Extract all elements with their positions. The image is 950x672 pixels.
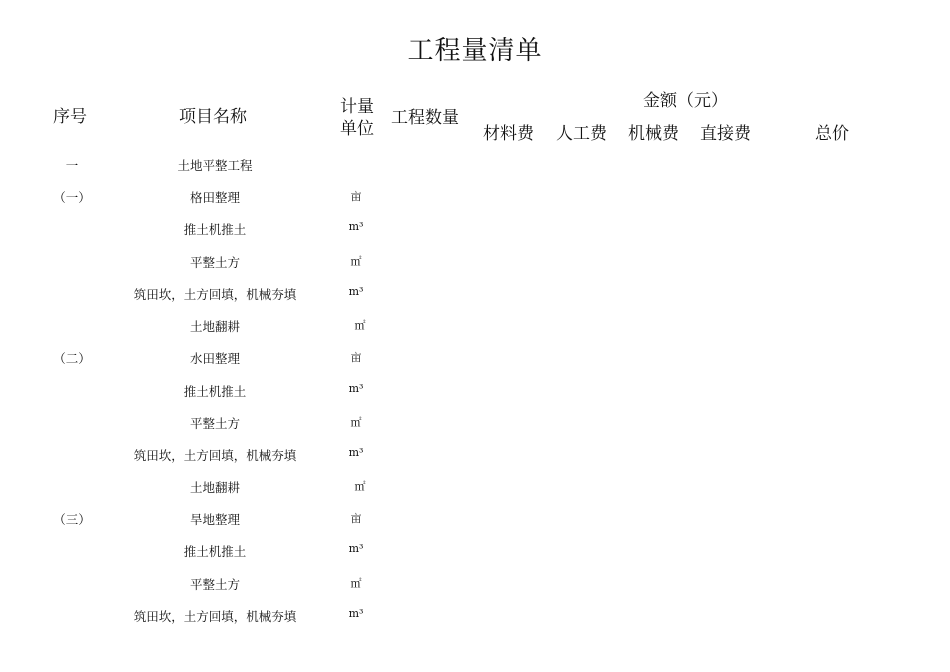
header-machinery: 机械费: [628, 124, 679, 144]
row-unit: 亩: [350, 512, 362, 525]
row-name: 旱地整理: [189, 512, 240, 527]
table-row: [0, 220, 950, 240]
row-name: 格田整理: [189, 190, 240, 205]
row-seq: （一）: [53, 190, 91, 205]
table-row: [0, 349, 950, 369]
row-unit: 亩: [350, 351, 362, 364]
row-seq: （三）: [53, 512, 91, 527]
header-quantity: 工程数量: [391, 108, 459, 128]
header-amount-group: 金额（元）: [643, 91, 728, 111]
row-unit: ㎡: [350, 577, 362, 590]
header-total: 总价: [815, 124, 849, 144]
row-name: 水田整理: [189, 351, 240, 366]
header-material: 材料费: [483, 124, 534, 144]
table-row: [0, 542, 950, 562]
header-unit-line1: 计量: [340, 97, 374, 117]
row-name: 土地翻耕: [189, 480, 240, 495]
row-name: 推土机推土: [183, 384, 247, 399]
row-unit: ㎡: [350, 416, 362, 429]
row-name: 平整土方: [189, 577, 240, 592]
row-seq: 一: [65, 158, 79, 173]
table-row: [0, 188, 950, 208]
table-row: [0, 317, 950, 337]
table-row: [0, 510, 950, 530]
row-unit: m³: [348, 285, 364, 298]
header-labor: 人工费: [556, 124, 607, 144]
table-row: [0, 156, 950, 176]
header-seq: 序号: [53, 107, 87, 127]
row-unit: m³: [348, 542, 364, 555]
row-name: 推土机推土: [183, 544, 247, 559]
row-name: 筑田坎，土方回填，机械夯填: [133, 609, 297, 624]
row-unit: ㎡: [354, 480, 366, 493]
row-unit: m³: [348, 607, 364, 620]
header-direct: 直接费: [700, 124, 751, 144]
table-row: [0, 446, 950, 466]
row-unit: m³: [348, 446, 364, 459]
row-name: 土地翻耕: [189, 319, 240, 334]
table-row: [0, 478, 950, 498]
row-name: 推土机推土: [183, 222, 247, 237]
row-name: 平整土方: [189, 416, 240, 431]
header-unit-line2: 单位: [340, 119, 374, 139]
row-unit: ㎡: [354, 319, 366, 332]
table-row: [0, 607, 950, 627]
header-name: 项目名称: [179, 107, 247, 127]
table-row: [0, 382, 950, 402]
row-unit: m³: [348, 220, 364, 233]
table-row: [0, 575, 950, 595]
row-name: 平整土方: [189, 255, 240, 270]
table-row: [0, 285, 950, 305]
row-name: 筑田坎，土方回填，机械夯填: [133, 287, 297, 302]
row-unit: 亩: [350, 190, 362, 203]
row-seq: （二）: [53, 351, 91, 366]
table-row: [0, 253, 950, 273]
row-name: 筑田坎，土方回填，机械夯填: [133, 448, 297, 463]
table-row: [0, 414, 950, 434]
row-name: 土地平整工程: [177, 158, 253, 173]
row-unit: ㎡: [350, 255, 362, 268]
row-unit: m³: [348, 382, 364, 395]
document-title: 工程量清单: [407, 36, 543, 66]
